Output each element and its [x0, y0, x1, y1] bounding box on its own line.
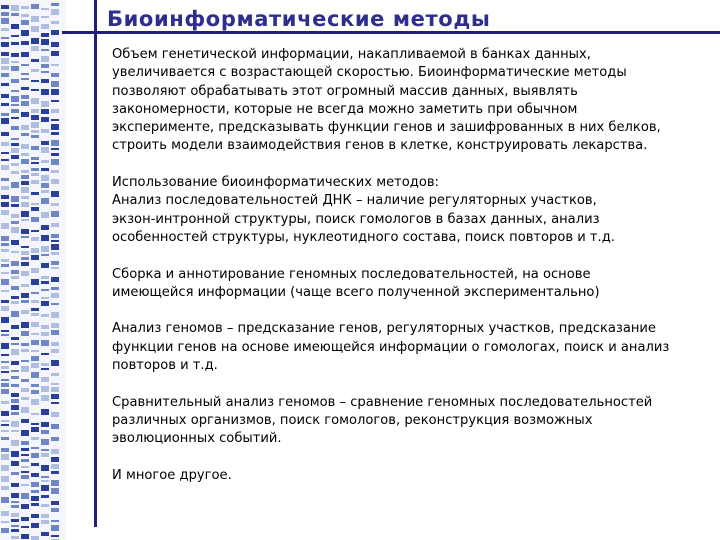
- text-line: Использование биоинформатических методов:: [112, 175, 439, 191]
- text-line: Сборка и аннотирование геномных последовательностей, на основе: [112, 266, 591, 282]
- title-underline: [62, 31, 720, 34]
- text-line: Сравнительный анализ геномов – сравнение геномных последовательностей: [112, 394, 653, 410]
- paragraph-usage: [112, 174, 716, 247]
- text-line: закономерности, которые не всегда можно заметить при обычном: [112, 101, 578, 117]
- text-line: функции генов на основе имеющейся информации о гомологах, поиск и анализ: [112, 339, 670, 355]
- text-line: повторов и т.д.: [112, 358, 218, 374]
- vertical-rule: [94, 0, 97, 527]
- text-line: эксперименте, предсказывать функции генов и зашифрованных в них белков,: [112, 120, 661, 136]
- text-line: строить модели взаимодействия генов в клетке, конструировать лекарства.: [112, 138, 648, 154]
- text-line: эволюционных событий.: [112, 431, 282, 447]
- text-line: Анализ последовательностей ДНК – наличие регуляторных участков,: [112, 193, 597, 209]
- paragraph-intro: [112, 46, 716, 156]
- text-line: особенностей структуры, нуклеотидного состава, поиск повторов и т.д.: [112, 229, 615, 245]
- dna-gel-decoration: [0, 0, 66, 540]
- text-line: имеющейся информации (чаще всего полученной экспериментально): [112, 284, 600, 300]
- paragraph-other: [112, 467, 716, 485]
- text-line: И многое другое.: [112, 467, 232, 483]
- text-line: различных организмов, поиск гомологов, реконструкция возможных: [112, 412, 593, 428]
- text-line: позволяют обрабатывать этот огромный массив данных, выявлять: [112, 83, 578, 99]
- paragraph-comparative: [112, 394, 716, 449]
- text-line: Объем генетической информации, накапливаемой в банках данных,: [112, 47, 591, 62]
- paragraph-genome-analysis: [112, 320, 716, 375]
- text-line: экзон-интронной структуры, поиск гомологов в базах данных, анализ: [112, 211, 600, 227]
- text-line: увеличивается с возрастающей скоростью. Биоинформатические методы: [112, 65, 627, 81]
- paragraph-assembly: [112, 266, 716, 303]
- text-line: Анализ геномов – предсказание генов, регуляторных участков, предсказание: [112, 321, 656, 337]
- slide-title: Биоинформатические методы: [107, 7, 491, 31]
- slide-body: [112, 46, 716, 503]
